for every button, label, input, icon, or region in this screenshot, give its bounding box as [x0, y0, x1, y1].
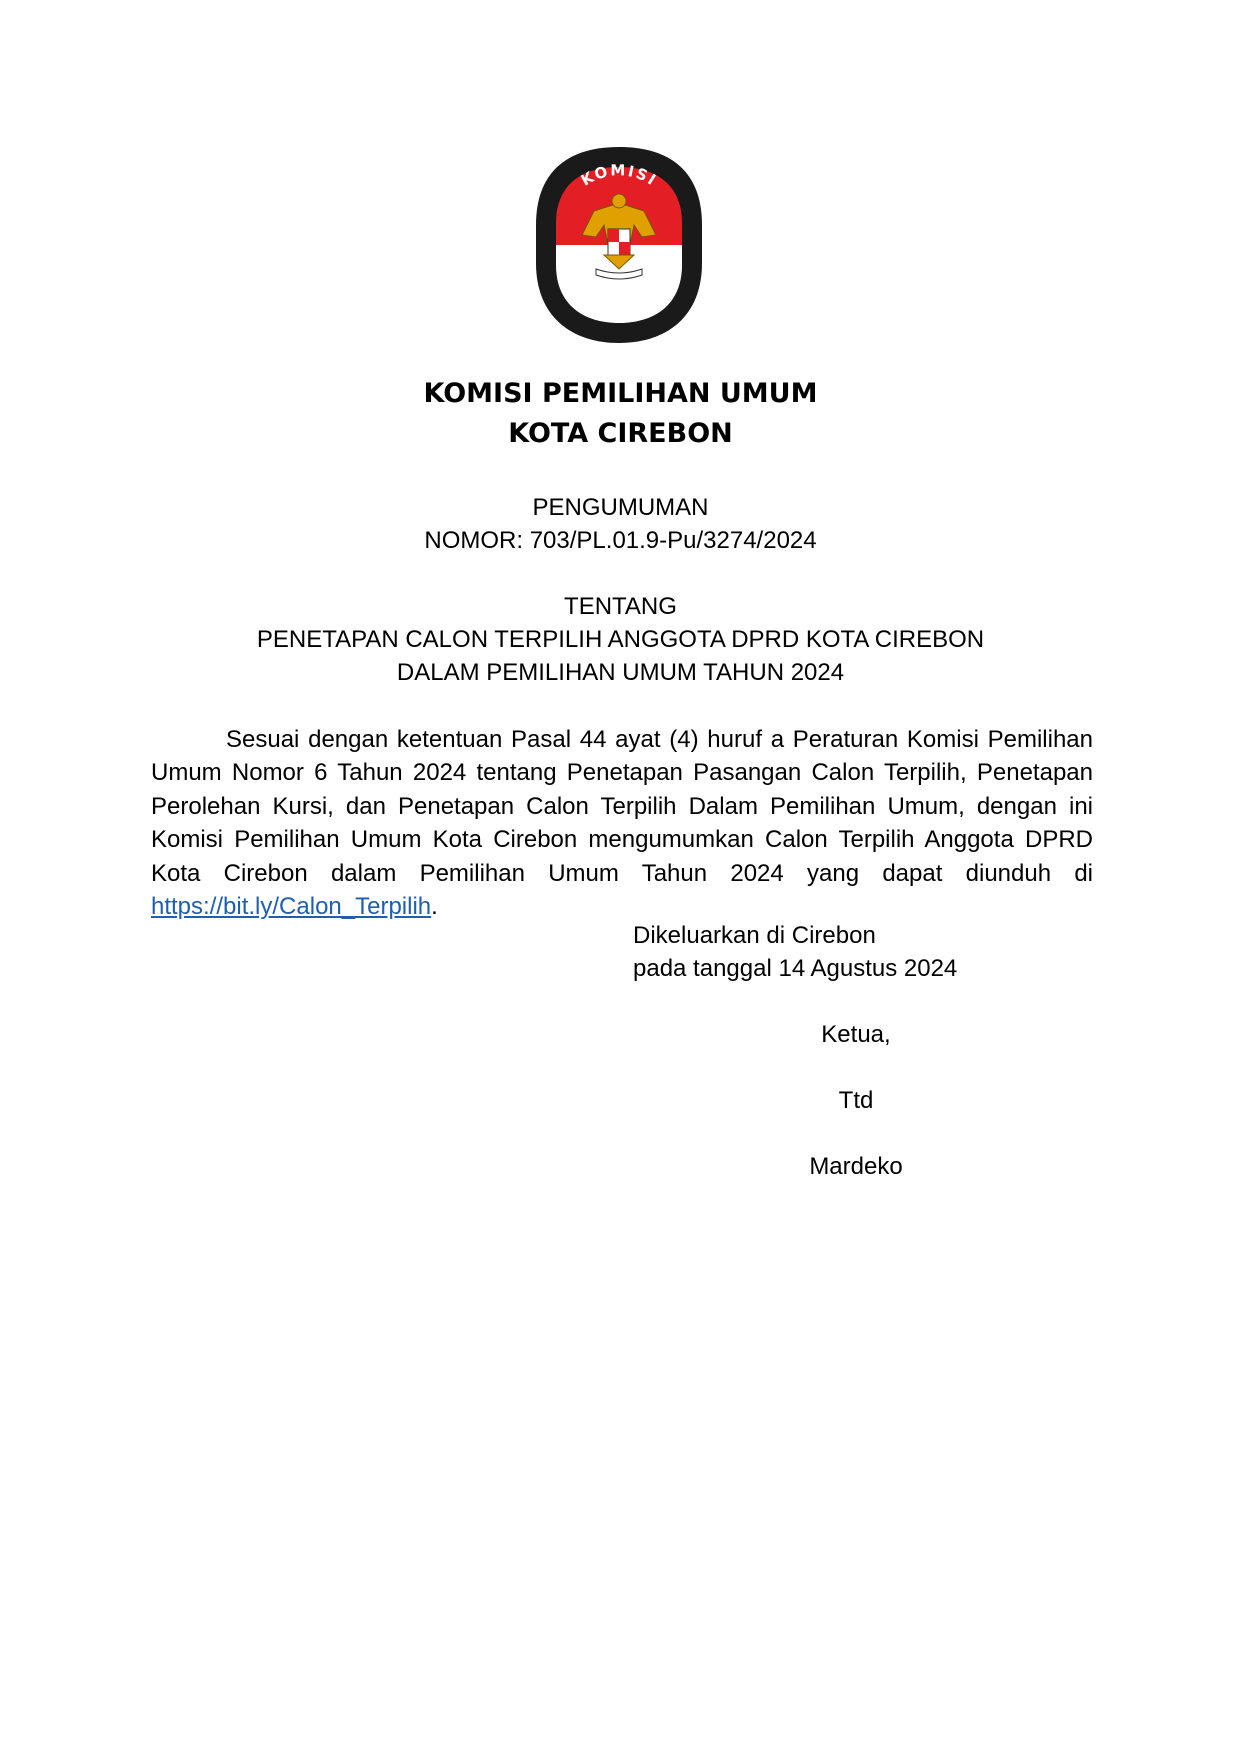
- download-link[interactable]: https://bit.ly/Calon_Terpilih: [151, 893, 432, 921]
- logo-bottom-text: PEMILIHAN UMUM: [552, 257, 686, 305]
- signature-mark: Ttd: [838, 1087, 874, 1114]
- announcement-title: PENGUMUMAN: [532, 494, 709, 521]
- body-paragraph-text: Sesuai dengan ketentuan Pasal 44 ayat (4) huruf a Peraturan Komisi Pemilihan Umum Nomor 6 Tahun 2024 tentang Penetapan Pasangan Calon Terpilih, Penetapan Perolehan Kursi, dan Penetapan Calon Terpilih Dalam Pemilihan Umum, dengan ini Komisi Pemilihan Umum Kota Cirebon mengumumkan Calon Terpilih Anggota DPRD Kota Cirebon dalam Pemilihan Umum Tahun 2024 yang dapat diunduh di: [151, 726, 1093, 887]
- issued-date: pada tanggal 14 Agustus 2024: [633, 955, 958, 982]
- logo-top-text: KOMISI: [577, 161, 661, 190]
- kpu-logo: [534, 145, 704, 345]
- org-name-line1: KOMISI PEMILIHAN UMUM: [423, 378, 818, 409]
- announcement-subject-line1: PENETAPAN CALON TERPILIH ANGGOTA DPRD KOTA CIREBON: [256, 626, 985, 653]
- announcement-about: TENTANG: [564, 593, 677, 620]
- issued-at: Dikeluarkan di Cirebon: [633, 922, 876, 949]
- body-paragraph: [151, 723, 1093, 923]
- announcement-number: NOMOR: 703/PL.01.9-Pu/3274/2024: [424, 527, 817, 554]
- org-name-line2: KOTA CIREBON: [508, 418, 733, 449]
- signer-position: Ketua,: [821, 1021, 891, 1048]
- announcement-subject-line2: DALAM PEMILIHAN UMUM TAHUN 2024: [396, 659, 845, 686]
- signer-name: Mardeko: [809, 1153, 903, 1180]
- body-paragraph-end: .: [431, 893, 438, 921]
